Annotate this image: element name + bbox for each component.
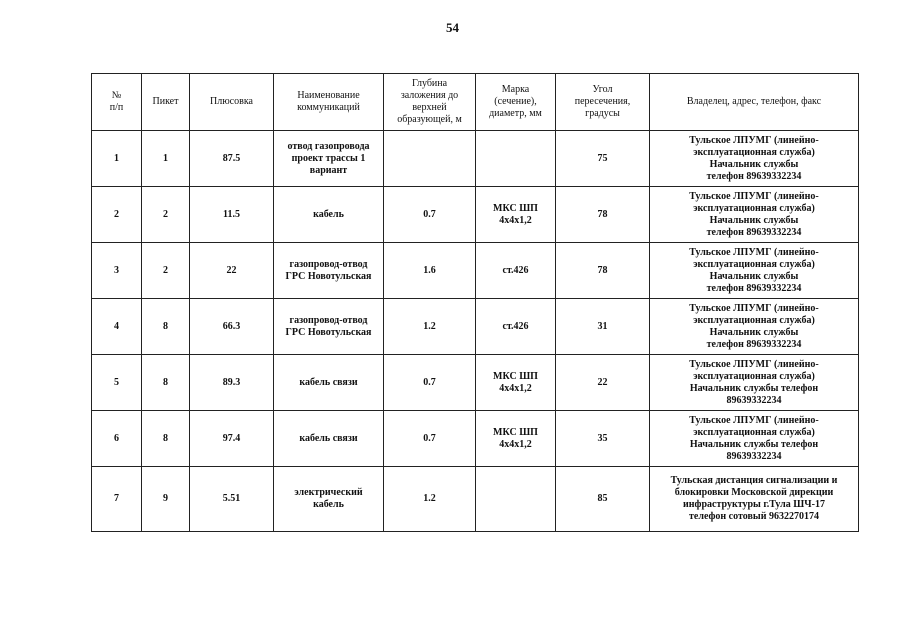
cell-offset: 5.51 — [190, 467, 274, 532]
cell-utility-name: кабель связи — [274, 411, 384, 467]
header-owner-contacts: Владелец, адрес, телефон, факс — [650, 74, 859, 131]
cell-owner-contacts: Тульское ЛПУМГ (линейно- эксплуатационная служба) Начальник службы телефон 89639332234 — [650, 299, 859, 355]
cell-picket: 8 — [142, 299, 190, 355]
cell-picket: 8 — [142, 411, 190, 467]
cell-offset: 66.3 — [190, 299, 274, 355]
table-row — [92, 131, 859, 187]
cell-offset: 87.5 — [190, 131, 274, 187]
cell-depth: 1.2 — [384, 467, 476, 532]
cell-owner-contacts: Тульское ЛПУМГ (линейно- эксплуатационная служба) Начальник службы телефон 89639332234 — [650, 411, 859, 467]
cell-depth: 0.7 — [384, 187, 476, 243]
cell-picket: 2 — [142, 187, 190, 243]
header-depth: Глубина заложения до верхней образующей, м — [384, 74, 476, 131]
cell-crossing-angle: 35 — [556, 411, 650, 467]
table-row — [92, 243, 859, 299]
cell-picket: 2 — [142, 243, 190, 299]
cell-owner-contacts: Тульское ЛПУМГ (линейно- эксплуатационная служба) Начальник службы телефон 89639332234 — [650, 187, 859, 243]
cell-owner-contacts: Тульское ЛПУМГ (линейно- эксплуатационная служба) Начальник службы телефон 89639332234 — [650, 355, 859, 411]
cell-picket: 1 — [142, 131, 190, 187]
cell-row-number: 5 — [92, 355, 142, 411]
cell-offset: 11.5 — [190, 187, 274, 243]
cell-offset: 97.4 — [190, 411, 274, 467]
cell-crossing-angle: 75 — [556, 131, 650, 187]
cell-crossing-angle: 78 — [556, 243, 650, 299]
cell-crossing-angle: 22 — [556, 355, 650, 411]
cell-grade-diameter — [476, 131, 556, 187]
cell-row-number: 4 — [92, 299, 142, 355]
table-row — [92, 411, 859, 467]
cell-picket: 9 — [142, 467, 190, 532]
cell-row-number: 3 — [92, 243, 142, 299]
cell-utility-name: газопровод-отвод ГРС Новотульская — [274, 243, 384, 299]
cell-depth: 1.6 — [384, 243, 476, 299]
cell-grade-diameter: МКС ШП 4х4х1,2 — [476, 411, 556, 467]
table-row — [92, 299, 859, 355]
table-row — [92, 467, 859, 532]
header-picket: Пикет — [142, 74, 190, 131]
cell-picket: 8 — [142, 355, 190, 411]
cell-crossing-angle: 85 — [556, 467, 650, 532]
cell-row-number: 6 — [92, 411, 142, 467]
cell-row-number: 1 — [92, 131, 142, 187]
page-number: 54 — [446, 20, 459, 35]
cell-grade-diameter: ст.426 — [476, 243, 556, 299]
table-row — [92, 355, 859, 411]
cell-offset: 22 — [190, 243, 274, 299]
cell-offset: 89.3 — [190, 355, 274, 411]
header-grade-diameter: Марка (сечение), диаметр, мм — [476, 74, 556, 131]
cell-utility-name: электрический кабель — [274, 467, 384, 532]
table-header-row — [92, 74, 859, 131]
cell-grade-diameter: ст.426 — [476, 299, 556, 355]
header-crossing-angle: Угол пересечения, градусы — [556, 74, 650, 131]
cell-depth: 0.7 — [384, 411, 476, 467]
cell-owner-contacts: Тульское ЛПУМГ (линейно- эксплуатационная служба) Начальник службы телефон 89639332234 — [650, 243, 859, 299]
cell-utility-name: кабель — [274, 187, 384, 243]
cell-grade-diameter: МКС ШП 4х4х1,2 — [476, 187, 556, 243]
cell-row-number: 7 — [92, 467, 142, 532]
cell-depth: 1.2 — [384, 299, 476, 355]
cell-crossing-angle: 78 — [556, 187, 650, 243]
cell-depth: 0.7 — [384, 355, 476, 411]
utilities-crossing-table — [91, 73, 859, 532]
cell-grade-diameter: МКС ШП 4х4х1,2 — [476, 355, 556, 411]
cell-owner-contacts: Тульская дистанция сигнализации и блокировки Московской дирекции инфраструктуры г.Тула ШЧ-17 телефон сотовый 9632270174 — [650, 467, 859, 532]
header-utility-name: Наименование коммуникаций — [274, 74, 384, 131]
cell-utility-name: кабель связи — [274, 355, 384, 411]
table-row — [92, 187, 859, 243]
cell-owner-contacts: Тульское ЛПУМГ (линейно- эксплуатационная служба) Начальник службы телефон 89639332234 — [650, 131, 859, 187]
cell-utility-name: отвод газопровода проект трассы 1 вариант — [274, 131, 384, 187]
header-offset: Плюсовка — [190, 74, 274, 131]
cell-crossing-angle: 31 — [556, 299, 650, 355]
cell-utility-name: газопровод-отвод ГРС Новотульская — [274, 299, 384, 355]
header-row-number: № п/п — [92, 74, 142, 131]
cell-depth — [384, 131, 476, 187]
cell-row-number: 2 — [92, 187, 142, 243]
cell-grade-diameter — [476, 467, 556, 532]
